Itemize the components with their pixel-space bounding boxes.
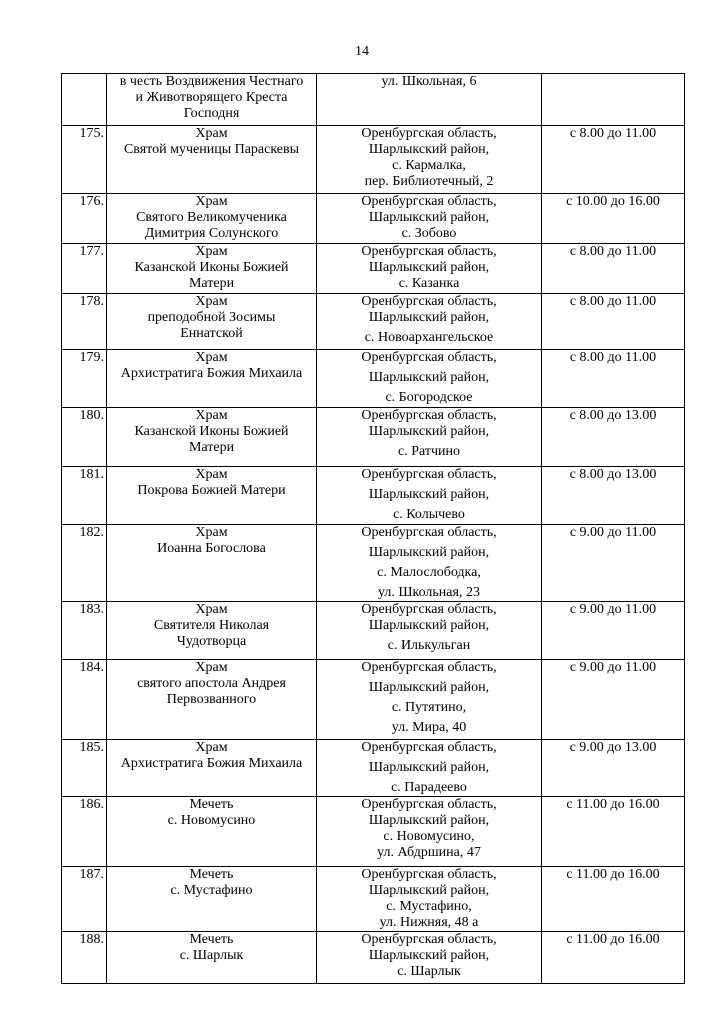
- place-name: [107, 74, 317, 126]
- address-line: Шарлыкский район,: [368, 760, 490, 775]
- place-name: [107, 867, 317, 932]
- table-row: [62, 932, 685, 984]
- place-name: [107, 126, 317, 194]
- place-name-line: Первозванного: [166, 692, 257, 707]
- place-name-line: Архистратига Божия Михаила: [120, 366, 303, 381]
- place-name: [107, 408, 317, 467]
- place-name-line: в честь Воздвижения Честнаго: [119, 74, 304, 89]
- address-line: Оренбургская область,: [361, 740, 497, 755]
- place-name-line: Храм: [195, 194, 228, 209]
- table-row: [62, 867, 685, 932]
- place-name: [107, 350, 317, 408]
- place-address: [317, 932, 542, 984]
- place-name-line: Казанской Иконы Божией: [134, 260, 289, 275]
- address-line: с. Малослободка,: [377, 565, 481, 580]
- place-address: [317, 660, 542, 740]
- address-line: Шарлыкский район,: [368, 310, 490, 325]
- address-line: Шарлыкский район,: [368, 948, 490, 963]
- place-name-line: Димитрия Солунского: [144, 226, 279, 241]
- address-line: Оренбургская область,: [361, 867, 497, 882]
- opening-hours: с 8.00 до 11.00: [542, 350, 685, 408]
- address-line: Оренбургская область,: [361, 194, 497, 209]
- address-line: с. Путятино,: [391, 700, 467, 715]
- place-name: [107, 932, 317, 984]
- address-line: Оренбургская область,: [361, 126, 497, 141]
- table-row: [62, 74, 685, 126]
- opening-hours: с 9.00 до 11.00: [542, 602, 685, 660]
- opening-hours: с 8.00 до 11.00: [542, 244, 685, 294]
- address-line: ул. Нижняя, 48 а: [379, 915, 479, 930]
- place-name-line: Казанской Иконы Божией: [134, 424, 289, 439]
- place-address: [317, 525, 542, 602]
- opening-hours: с 9.00 до 11.00: [542, 660, 685, 740]
- address-line: Оренбургская область,: [361, 350, 497, 365]
- place-address: [317, 408, 542, 467]
- place-address: [317, 467, 542, 525]
- place-address: [317, 294, 542, 350]
- place-name-line: Мечеть: [189, 932, 234, 947]
- address-line: Оренбургская область,: [361, 932, 497, 947]
- place-name-line: Храм: [195, 408, 228, 423]
- table-row: [62, 740, 685, 797]
- place-address: [317, 74, 542, 126]
- address-line: Шарлыкский район,: [368, 883, 490, 898]
- place-name-line: Мечеть: [189, 867, 234, 882]
- place-name: [107, 294, 317, 350]
- address-line: Шарлыкский район,: [368, 545, 490, 560]
- address-line: Оренбургская область,: [361, 602, 497, 617]
- opening-hours: с 11.00 до 16.00: [542, 867, 685, 932]
- opening-hours: с 11.00 до 16.00: [542, 932, 685, 984]
- place-name-line: с. Мустафино: [170, 883, 253, 898]
- opening-hours: [542, 74, 685, 126]
- address-line: Оренбургская область,: [361, 797, 497, 812]
- table-row: [62, 408, 685, 467]
- place-address: [317, 194, 542, 244]
- place-name-line: Матери: [188, 276, 235, 291]
- place-name-line: святого апостола Андрея: [137, 676, 286, 691]
- address-line: Шарлыкский район,: [368, 142, 490, 157]
- table-row: [62, 194, 685, 244]
- address-line: с. Зобово: [401, 226, 457, 241]
- address-line: с. Илькульган: [387, 638, 471, 653]
- row-number: 185.: [62, 740, 107, 797]
- row-number: 182.: [62, 525, 107, 602]
- address-line: Оренбургская область,: [361, 525, 497, 540]
- place-name-line: Чудотворца: [176, 634, 247, 649]
- place-address: [317, 602, 542, 660]
- address-line: Шарлыкский район,: [368, 260, 490, 275]
- address-line: Оренбургская область,: [361, 467, 497, 482]
- place-name-line: с. Шарлык: [179, 948, 244, 963]
- address-line: ул. Школьная, 6: [381, 74, 477, 89]
- opening-hours: с 8.00 до 13.00: [542, 467, 685, 525]
- place-name-line: Еннатской: [180, 326, 243, 341]
- opening-hours: с 10.00 до 16.00: [542, 194, 685, 244]
- row-number: 183.: [62, 602, 107, 660]
- place-name-line: Матери: [188, 440, 235, 455]
- place-name-line: Храм: [195, 244, 228, 259]
- place-name-line: Покрова Божией Матери: [137, 483, 286, 498]
- row-number: 176.: [62, 194, 107, 244]
- address-line: с. Колычево: [393, 507, 465, 522]
- opening-hours: с 9.00 до 11.00: [542, 525, 685, 602]
- place-name-line: Архистратига Божия Михаила: [120, 756, 303, 771]
- place-address: [317, 126, 542, 194]
- opening-hours: с 8.00 до 13.00: [542, 408, 685, 467]
- address-line: Шарлыкский район,: [368, 487, 490, 502]
- place-name: [107, 660, 317, 740]
- place-name-line: Святого Великомученика: [136, 210, 287, 225]
- address-line: с. Парадеево: [391, 780, 467, 795]
- row-number: 184.: [62, 660, 107, 740]
- place-name-line: Храм: [195, 467, 228, 482]
- place-address: [317, 244, 542, 294]
- address-line: ул. Абдршина, 47: [377, 845, 481, 860]
- place-name: [107, 740, 317, 797]
- address-line: с. Мустафино,: [386, 899, 472, 914]
- address-line: Шарлыкский район,: [368, 210, 490, 225]
- address-line: с. Новоархангельское: [364, 330, 494, 345]
- address-line: Оренбургская область,: [361, 408, 497, 423]
- row-number: 188.: [62, 932, 107, 984]
- opening-hours: с 9.00 до 13.00: [542, 740, 685, 797]
- schedule-table: [61, 73, 685, 984]
- place-name-line: Храм: [195, 350, 228, 365]
- place-name-line: Храм: [195, 525, 228, 540]
- place-name-line: Господня: [183, 106, 240, 121]
- page-number: 14: [355, 44, 369, 59]
- table-row: [62, 467, 685, 525]
- place-name-line: Иоанна Богослова: [157, 541, 266, 556]
- address-line: Оренбургская область,: [361, 660, 497, 675]
- table-row: [62, 660, 685, 740]
- address-line: с. Кармалка,: [392, 158, 466, 173]
- place-address: [317, 740, 542, 797]
- table-row: [62, 294, 685, 350]
- address-line: Шарлыкский район,: [368, 618, 490, 633]
- table-row: [62, 350, 685, 408]
- place-name: [107, 467, 317, 525]
- opening-hours: с 8.00 до 11.00: [542, 294, 685, 350]
- place-address: [317, 867, 542, 932]
- row-number: 175.: [62, 126, 107, 194]
- address-line: с. Богородское: [385, 390, 473, 405]
- opening-hours: с 8.00 до 11.00: [542, 126, 685, 194]
- row-number: 180.: [62, 408, 107, 467]
- row-number: 181.: [62, 467, 107, 525]
- address-line: пер. Библиотечный, 2: [364, 174, 494, 189]
- place-name-line: и Животворящего Креста: [135, 90, 288, 105]
- row-number: [62, 74, 107, 126]
- place-name-line: с. Новомусино: [167, 813, 256, 828]
- address-line: Шарлыкский район,: [368, 370, 490, 385]
- address-line: Оренбургская область,: [361, 294, 497, 309]
- address-line: Шарлыкский район,: [368, 424, 490, 439]
- table-row: [62, 244, 685, 294]
- place-name-line: Храм: [195, 126, 228, 141]
- table-row: [62, 525, 685, 602]
- place-address: [317, 797, 542, 867]
- schedule-table-body: [62, 74, 685, 984]
- place-name-line: преподобной Зосимы: [147, 310, 276, 325]
- address-line: Оренбургская область,: [361, 244, 497, 259]
- table-row: [62, 602, 685, 660]
- row-number: 186.: [62, 797, 107, 867]
- place-name-line: Храм: [195, 602, 228, 617]
- row-number: 187.: [62, 867, 107, 932]
- place-name-line: Храм: [195, 660, 228, 675]
- table-row: [62, 126, 685, 194]
- place-name-line: Храм: [195, 740, 228, 755]
- place-name: [107, 244, 317, 294]
- address-line: Шарлыкский район,: [368, 813, 490, 828]
- place-name-line: Мечеть: [189, 797, 234, 812]
- place-name: [107, 194, 317, 244]
- row-number: 179.: [62, 350, 107, 408]
- place-address: [317, 350, 542, 408]
- place-name-line: Святителя Николая: [153, 618, 270, 633]
- address-line: с. Шарлык: [397, 964, 461, 979]
- address-line: с. Казанка: [398, 276, 460, 291]
- place-name-line: Храм: [195, 294, 228, 309]
- place-name-line: Святой мученицы Параскевы: [123, 142, 300, 157]
- address-line: Шарлыкский район,: [368, 680, 490, 695]
- place-name: [107, 525, 317, 602]
- address-line: ул. Школьная, 23: [378, 585, 480, 600]
- row-number: 177.: [62, 244, 107, 294]
- table-row: [62, 797, 685, 867]
- row-number: 178.: [62, 294, 107, 350]
- place-name: [107, 797, 317, 867]
- address-line: ул. Мира, 40: [391, 720, 467, 735]
- opening-hours: с 11.00 до 16.00: [542, 797, 685, 867]
- address-line: с. Новомусино,: [383, 829, 475, 844]
- place-name: [107, 602, 317, 660]
- address-line: с. Ратчино: [398, 444, 460, 459]
